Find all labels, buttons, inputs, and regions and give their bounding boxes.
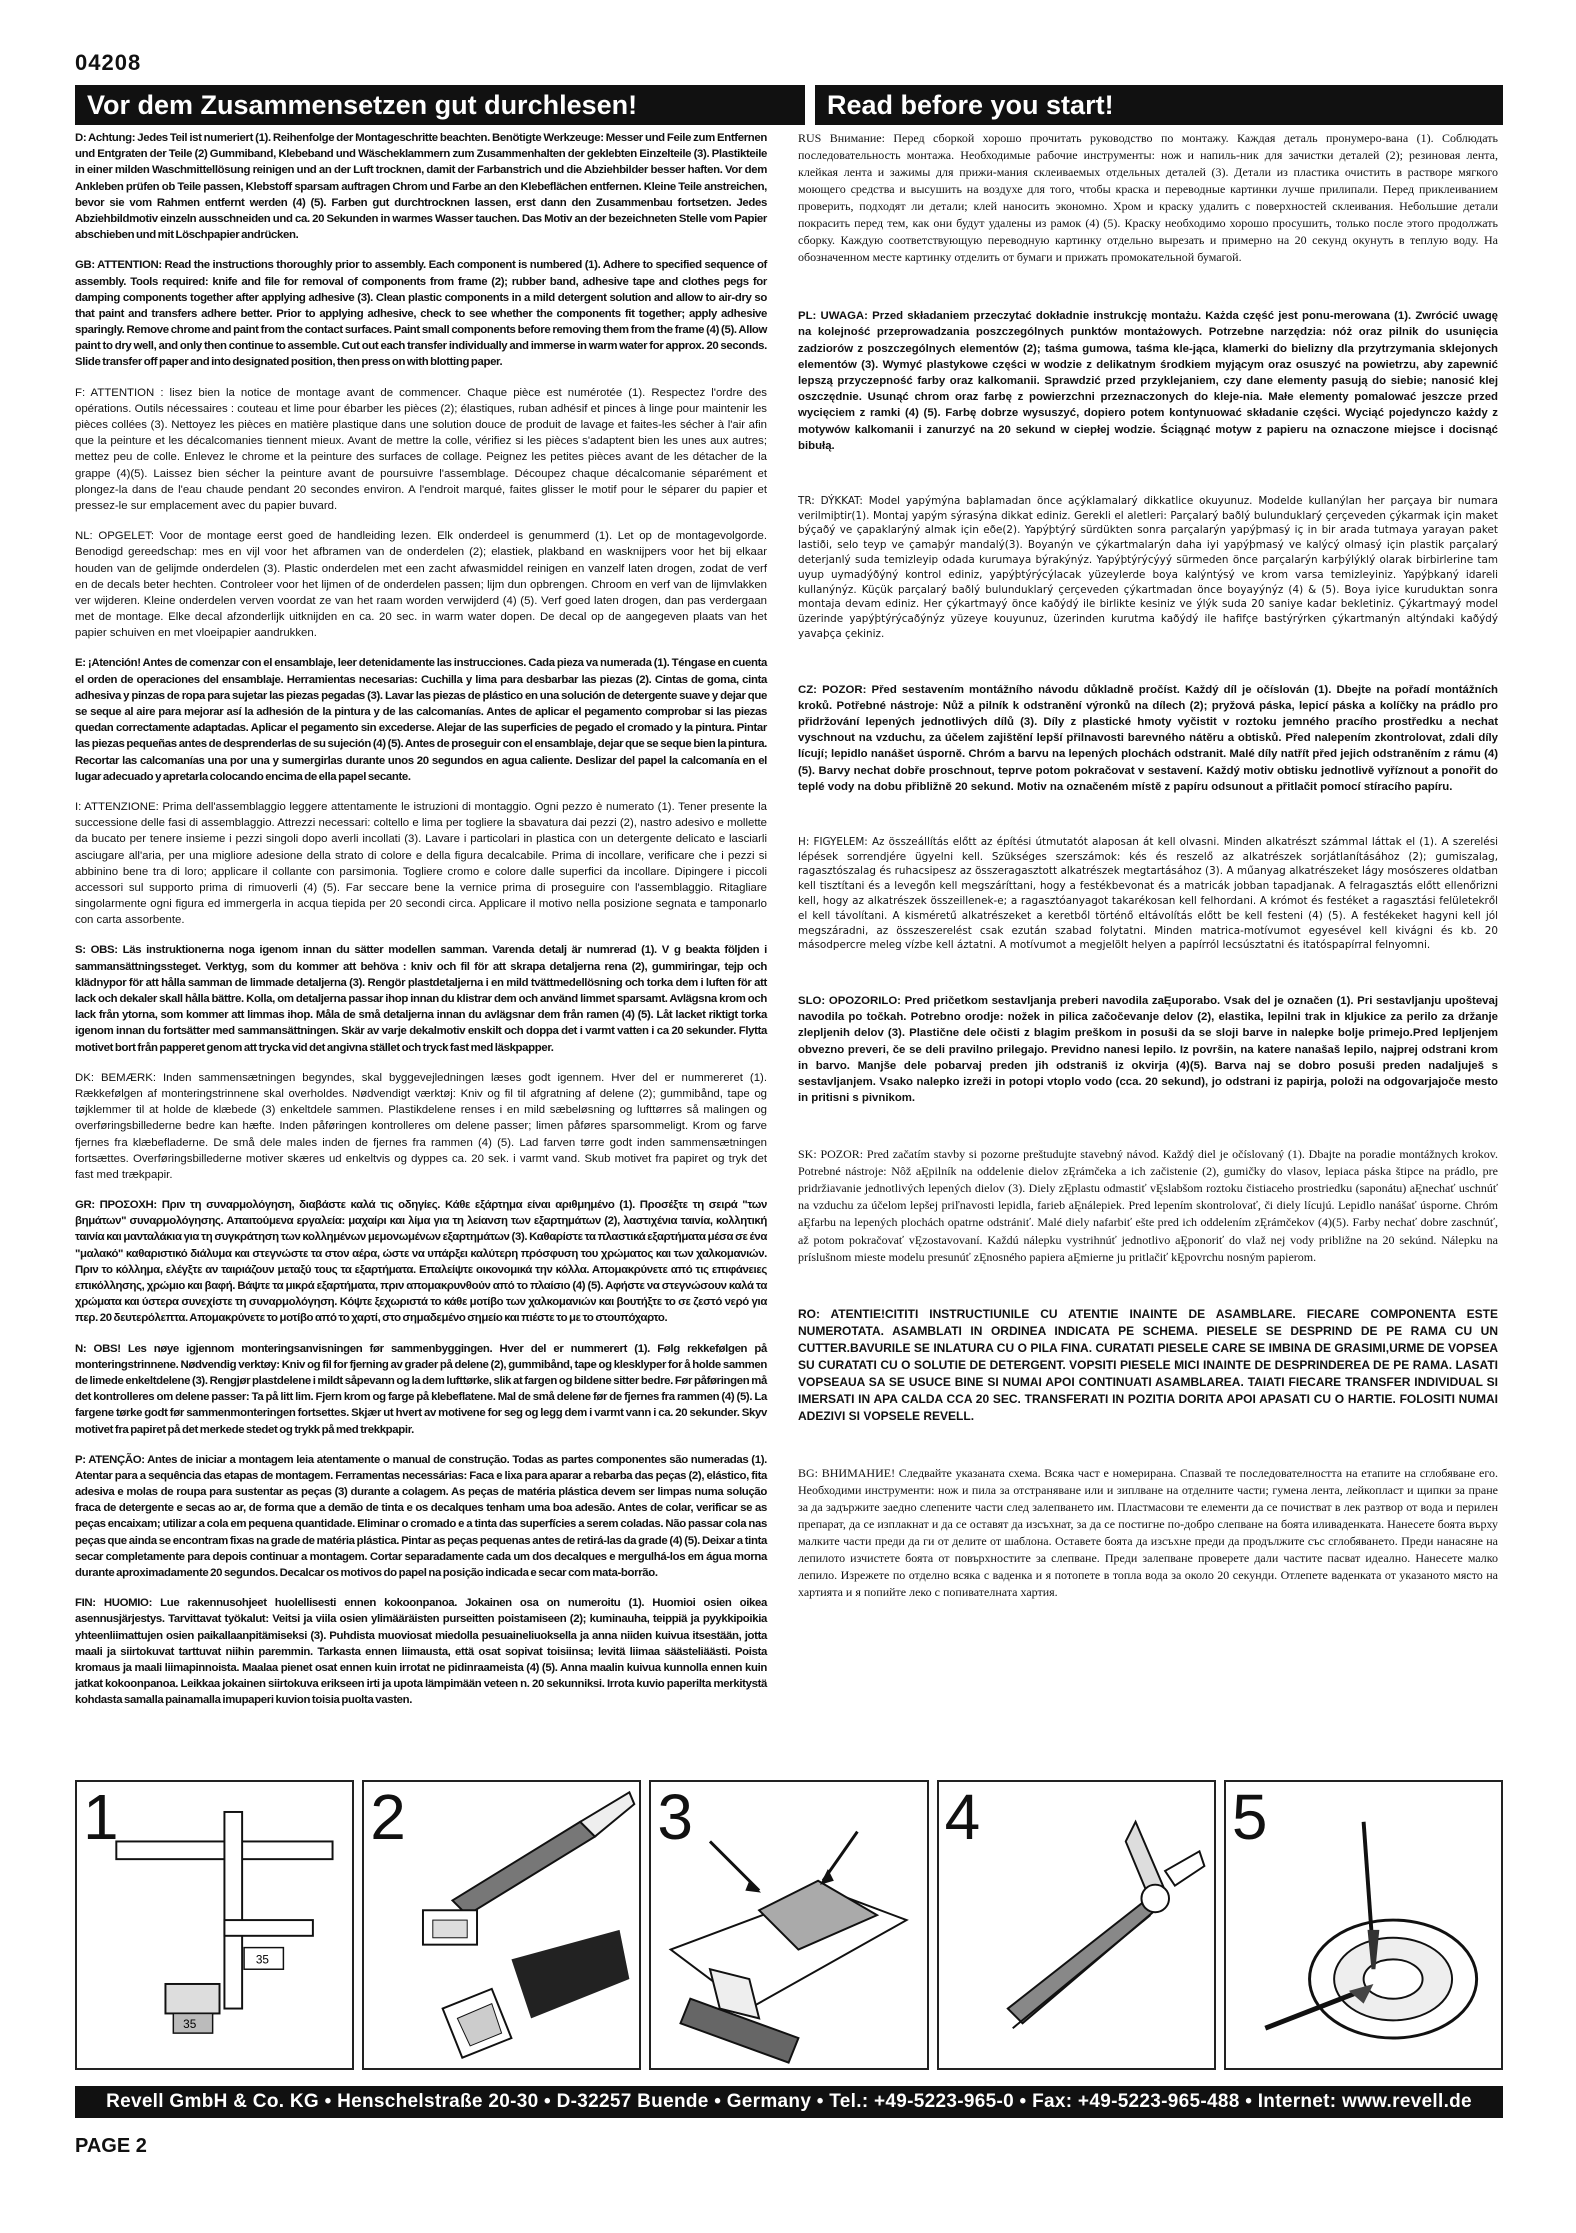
part-number-b: 35 (183, 2018, 197, 2032)
instructions-i: I: ATTENZIONE: Prima dell'assemblaggio leggere attentamente le istruzioni di montaggio. Ogni pezzo è numerato (1). Tener presente la successione delle fasi di assemblaggio. Attrezzi necessari: coltello e lima per togliere la sbavatura dai pezzi (2), nastro adesivo e mollette da bucato per tenere insieme i pezzi singoli dopo averli incollati (3). Lavare i particolari in plastica con un detergente delicato e lasciarli asciugare all'aria, per una migliore adesione della strato di colore e della figura decalcabile. Prima di incollare, verificare che i pezzi si abbinino bene tra di loro; applicare il collante con parsimonia. Togliere cromo e colore dalle superfici da incollare. Dipingere i piccoli accessori sul supporto prima di rimuoverli (4) (5). Far seccare bene la vernice prima di proseguire con l'assemblaggio. Ritagliare singolarmente ogni figura ed immergerla in acqua tiepida per 20 secondi circa. Applicare il motivo nella posizione segnata e tamponarlo con carta assorbente. (75, 800, 767, 927)
instructions-f: F: ATTENTION : lisez bien la notice de montage avant de commencer. Chaque pièce est numérotée (1). Respectez l'ordre des opérations. Outils nécessaires : couteau et lime pour ébarber les pièces (2); élastiques, ruban adhésif et pinces à linge pour maintenir les pièces collées (3). Nettoyez les pièces en matière plastique dans une solution douce de produit de lavage et faites-les sécher à l'air afin que la peinture et les décalcomanies tiennent mieux. Avant de mettre la colle, vérifiez si les pièces s'adaptent bien les unes aux autres; mettez peu de colle. Enlevez le chrome et la peinture des surfaces de collage. Peignez les petites pièces avant de les détacher de la grappe (4)(5). Laissez bien sécher la peinture avant de poursuivre l'assemblage. Découpez chaque décalcomanie séparément et plongez-la dans de l'eau chaude pendant 20 secondes environ. A l'endroit marqué, faites glisser le motif pour le séparer du papier et pressez-le sur emplacement avec du papier buvard. (75, 386, 767, 512)
instructions-fin: FIN: HUOMIO: Lue rakennusohjeet huolellisesti ennen kokoonpanoa. Jokainen osa on numeroitu (1). Huomioi osien oikea asennusjärjestys. Tarvittavat työkalut: Veitsi ja viila osien ylimääräisten purseitten poistamiseen (2); kuminauha, teippiä ja pyykkipoikia yhteenliimattujen osien paikallaanpitämiseksi (3). Puhdista muoviosat miedolla pesuaineliuoksella ja anna niiden kuivua itsestään, jotta maali ja siirtokuvat tarttuvat niihin paremmin. Tarkasta ennen liimausta, että osat sopivat toisiinsa; levitä liimaa säästeliäästi. Poista kromaus ja maali liimapinnoista. Maalaa pienet osat ennen kuin irrotat ne pidinraameista (4) (5). Anna maalin kuivua kunnolla ennen kuin jatkat kokoonpanoa. Leikkaa jokainen siirtokuva erikseen irti ja upota lämpimään veteen n. 20 sekunniksi. Irrota kuvio paperilta merkitystä kohdasta samalla painamalla imupaperi kuvion toisia puolta vasten. (75, 1597, 767, 1707)
step-illustrations (75, 1780, 1503, 2070)
instructions-bg: BG: ВНИМАНИЕ! Следвайте указаната схема. Всяка част е номерирана. Спазвай те последователността на етапите на сглобяване его. Необходими инструменти: нож и пила за отстраняване или и зиплване на отделните части; гумена лента, лейкопласт и щипки за пране за да задържите заедно слепените части след залепването им. Пластмасови те елементи да се почистват в лек разтвор от вода и перилен препарат, да се изплакнат и да се оставят да изсъхнат, за да се постигне по-добро слепване на боята иливаденката. Нанесете боята върху малките части преди да ги от делите от шаблона. Оставете боята да изсъхне преди да продължите със сглобяването. Преди нанасяне на лепилото изчистете боята от повърхностите за слепване. Преди залепване проверете дали частите пасват идеално. Нанесете малко лепило. Изрежете по отделно всяка с ваденка и я потопете в топла вода за около 20 секунди. Отлепете ваденката от указаното място на хартията и я попийте леко с попивателната хартия. (798, 1465, 1498, 1599)
instructions-nl: NL: OPGELET: Voor de montage eerst goed de handleiding lezen. Elk onderdeel is genummerd (1). Let op de montagevolgorde. Benodigd gereedschap: mes en vijl voor het afbramen van de onderdelen (2); elastiek, plakband en wasknijpers voor het bij elkaar houden van de gelijmde onderdelen (3). Plastic onderdelen met een zacht afwasmiddel reinigen en vanzelf laten drogen, zodat de verf en de decals beter hechten. Controleer voor het lijmen of de onderdelen passen; lijm dun opbrengen. Chroom en verf van de lijmvlakken ver wijderen. Kleine onderdelen verven voordat ze van het raam worden verwijderd (4) (5). Verf goed laten drogen, dan pas verdergaan met de montage. Elke decal afzonderlijk uitknijden en ca. 20 sec. in warm water dopen. De decal op de aangegeven plaats van het papier schuiven en met vloeipapier aandrukken. (75, 530, 767, 640)
step-1-panel (75, 1780, 354, 2070)
title-left: Vor dem Zusammensetzen gut durchlesen! (87, 90, 638, 120)
footer-bar (75, 2086, 1503, 2118)
instructions-dk: DK: BEMÆRK: Inden sammensætningen begyndes, skal byggevejledningen læses godt igennem. Hver del er nummereret (1). Rækkefølgen af monteringstrinnene skal overholdes. Nødvendigt værktøj: Kniv og fil til afgratning af delene (2); gummibånd, tape og tøjklemmer til at holde de klæbede (3) enkeltdele sammen. Plastikdelene renses i en mild sæbeløsning og lufttørres så malingen og overføringsbillederne bedre kan hæfte. Inden påføringen kontrolleres om delene passer; limen påføres sparsommeligt. Krom og farve fjernes fra klæbefladerne. De små dele males inden de fjernes fra rammen (4) (5). Lad farven tørre godt inden sammensætningen fortsættes. Overføringsbillederne motiver skæres ud enkeltvis og dyppes ca. 20 sek. i varmt vand. Skub motivet fra papiret og tryk det fast med trækpapir. (75, 1071, 767, 1181)
step-number: 1 (83, 1781, 119, 1853)
step-number: 2 (370, 1781, 406, 1853)
step-4-panel (937, 1780, 1216, 2070)
instructions-ro: RO: ATENTIE!CITITI INSTRUCTIUNILE CU ATENTIE INAINTE DE ASAMBLARE. FIECARE COMPONENTA ESTE NUMEROTATA. ASAMBLATI IN ORDINEA INDICATA PE SCHEMA. PIESELE SE DESPRIND DE PE RAMA CU UN CUTTER.BAVURILE SE INLATURA CU O PILA FINA. CURATATI PIESELE CARE SE IMBINA DE GRASIMI,URME DE VOPSEA SU CURATATI CU O SOLUTIE DE DETERGENT. VOPSITI PIESELE MICI INAINTE DE DESPRINDEREA DE PE RAMA. LASATI VOPSEAUA SA SE USUCE BINE SI NUMAI APOI CONTINUATI ASAMBLAREA. TAIATI FIECARE TRANSFER INDIVIDUAL SI IMERSATI IN APA CALDA CCA 20 SEC. TRANSFERATI IN POZITIA DORITA APOI APASATI CU O HARTIE. FOLOSITI NUMAI ADEZIVI SI VOPSELE REVELL. (798, 1306, 1498, 1423)
instructions-slo: SLO: OPOZORILO: Pred pričetkom sestavljanja preberi navodila zaĘuporabo. Vsak del je označen (1). Pri sestavljanju upoštevaj navodila po točkah. Potrebno orodje: nožek in pilica začočevanje delov (2), elastika, lepilni trak in kljukice za perilo za držanje zlepljenih delov (3). Plastične dele očisti z blagim preškom in posuši da se sloji barve in nalepke bolje primejo.Pred lepljenjem obvezno preveri, če se deli pravilno prilegajo. Previdno nanesi lepilo. Iz površin, na katere nanašaš lepilo, najprej odstrani krom in barvo. Manjše dele pobarvaj preden jih odstraniš iz okvirja (4)(5). Barva naj se dobro posuši preden nadaljuješ s sestavljanjem. Vsako nalepko izreži in potopi vtoplo vodo (cca. 20 sekund), jo odstrani iz papirja, položi na odgovarjajoče mesto in pritisni s pivnikom. (798, 995, 1498, 1105)
step-number: 4 (944, 1781, 981, 1853)
instructions-s: S: OBS: Läs instruktionerna noga igenom innan du sätter modellen samman. Varenda detalj är numrerad (1). V g beakta följden i sammansättningssteget. Verktyg, som du kommer att behöva : kniv och fil för att skrapa detaljerna rena (2), gummiringar, tejp och klädnypor för att hålla samman de limmade detaljerna (3). Rengör plastdetaljerna i en mild tvättmedellösning och torka dem i luften för att lack och dekaler skall hålla bättre. Kolla, om detaljerna passar ihop innan du klistrar dem och använd limmet sparsamt. Avlägsna krom och lack från ytorna, som kommer att limmas ihop. Måla de små detaljerna innan du avlägsnar dem från ramen (4) (5). Låt lacket riktigt torka igenom innan du fortsätter med sammansättningen. Skär av varje dekalmotiv enskilt och doppa det i varmt vatten i ca 20 sekunder. Flytta motivet bort från papperet genom att trycka vid det angivna stället och tryck fast med läskpapper. (75, 944, 767, 1054)
instructions-tr: TR: DÝKKAT: Model yapýmýna baþlamadan önce açýklamalarý dikkatlice okuyunuz. Modelde kullanýlan her parçaya bir numara verilmiþtir(1). Montaj yapým sýrasýna dikkat ediniz. Gerekli el aletleri: Parçalarý baðlý bulunduklarý çerçeveden çýkarmak için maket býçaðý ve çapaklarýný almak için eðe(2). Yapýþtýrý sürdükten sonra parçalarýn yapýþmasý iç in bir arada tutmaya yarayan paket lastiði, selo teyp ve çamaþýr mandalý(3). Boyanýn ve çýkartmalarýn daha iyi yapýþmasý ve kalýcý olmasý için plastik parçalarý deterjanlý suda temizleyip odada kurumaya býrakýnýz. Yapýþtýrýcýyý sürmeden önce parçalarýn karþýlýklý olarak birbirlerine tam uyup uymadýðýný kontrol ediniz, yapýþtýrýcýlacak yüzeylerde boya kalýntýsý ve krom varsa temizleyiniz. Yapýþkaný idareli kullanýnýz. Küçük parçalarý baðlý bulunduklarý çerçeveden çýkartmadan önce boyayýnýz (4) & (5). Boya iyice kuruduktan sonra montaja devam ediniz. Her çýkartmayý önce kaðýdý ile birlikte kesiniz ve ýlýk suda 20 saniye kadar bekletiniz. Çýkartmayý model üzerinde yapýþtýrýcaðýnýz yüzeye kouyunuz, üzerinden kurutma kaðýdý ile hafifçe bastýrýrken çýkartmanýn altýndaki kaðýdý yavaþça çekiniz. (798, 494, 1498, 640)
step-number: 5 (1231, 1781, 1268, 1853)
instructions-n: N: OBS! Les nøye igjennom monteringsanvisningen før sammenbyggingen. Hver del er nummerert (1). Følg rekkefølgen på monteringstrinnene. Nødvendig verktøy: Kniv og fil for fjerning av grader på delene (2), gummibånd, tape og klesklyper for å holde sammen de limede enkeltdelene (3). Rengjør plastdelene i mildt såpevann og la dem lufttørke, slik at fargen og bildene sitter bedre. Før påføringen må det kontrolleres om delene passer: Ta på litt lim. Fjern krom og farge på klebeflatene. Mal de små delene før de fjernes fra rammen (4) (5). La fargene tørke godt før sammenmonteringen fortsettes. Skjær ut hvert av motivene for seg og legg dem i varmt vann i ca. 20 sekunder. Skyv motivet fra papiret på det merkede stedet og trykk på med trekkpapir. (75, 1342, 767, 1436)
instructions-pl: PL: UWAGA: Przed składaniem przeczytać dokładnie instrukcję montażu. Każda część jest ponu-merowana (1). Zwrócić uwagę na kolejność przeprowadzania poszczególnych punktów montażowych. Potrzebne narzędzia: nóż oraz pilnik do usunięcia zadziorów z poszczególnych elementów (2); taśma gumowa, taśma kle-jąca, klamerki do bielizny dla przytrzymania sklejonych elementów (3). Wymyć plastykowe części w wodzie z delikatnym środkiem myjącym oraz osuszyć na powietrzu, aby zapewnić lepszą przyczepność farby oraz kalkomanii. Sprawdzić przed przyklejaniem, czy dane elementy pasują do siebie; nanosić klej oszczędnie. Usunąć chrom oraz farbę z powierzchni przeznaczonych do kleje-nia. Małe elementy pomalować jeszcze przed wycięciem z ramki (4) (5). Farbę dobrze wysuszyć, dopiero potem kontynuować składanie części. Wyciąć pojedynczo każdy z motywów kalkomanii i zanurzyć na 20 sekund w ciepłej wodzie. Ściągnąć motyw z papieru na oznaczone miejsce i docisnąć bibułą. (798, 310, 1498, 452)
instructions-gr: GR: ΠΡΟΣΟΧΗ: Πριν τη συναρμολόγηση, διαβάστε καλά τις οδηγίες. Κάθε εξάρτημα είναι αριθμημένο (1). Προσέξτε τη σειρά "των βημάτων" συναρμολόγησης. Απαιτούμενα εργαλεία: μαχαίρι και λίμα για τη λείανση των εξαρτημάτων (2), λαστιχένια ταινία, κολλητική ταινία και μανταλάκια για τη συγκράτηση των κολλημένων μεμονωμένων εξαρτημάτων (3). Καθαρίστε τα πλαστικά εξαρτήματα μέσα σε ένα "μαλακό" καθαριστικό διάλυμα και στεγνώστε τα στον αέρα, ώστε να υπάρξει καλύτερη πρόσφυση του χρώματος και των χαλκομανιών. Πριν το κόλλημα, ελέγξτε αν ταιριάζουν μεταξύ τους τα εξαρτήματα. Επαλείψτε οικονομικά την κόλλα. Απομακρύνετε από τις επιφάνειες επικόλλησης, χρώμιο και βαφή. Βάψτε τα μικρά εξαρτήματα, πριν απομακρυνθούν από το πλαίσιο (4) (5). Αφήστε να στεγνώσουν καλά τα χρώματα και ύστερα συνεχίστε τη συναρμολόγηση. Κόψτε ξεχωριστά το κάθε μοτίβο των χαλκομανιών και βουτήξτε το σε ζεστό νερό για περ. 20 δευτερόλεπτα. Απομακρύνετε το μοτίβο από το χαρτί, στο σημαδεμένο σημείο και πιέστε το με το στουπόχαρτο. (75, 1199, 767, 1325)
instructions-e: E: ¡Atención! Antes de comenzar con el ensamblaje, leer detenidamente las instrucciones. Cada pieza va numerada (1). Téngase en cuenta el orden de operaciones del ensamblaje. Herramientas necesarias: Cuchilla y lima para desbarbar las piezas (2). Cintas de goma, cinta adhesiva y pinzas de ropa para sujetar las piezas pegadas (3). Lavar las piezas de plástico en una solución de detergente suave y dejar que se seque al aire para mejorar así la adhesión de la pintura y de las calcomanías. Antes de aplicar el pegamento comprobar si las piezas quedan correctamente adaptadas. Aplicar el pegamento sin excederse. Alejar de las superficies de pegado el cromado y la pintura. Pintar las piezas pequeñas antes de desprenderlas de su sujeción (4) (5). Antes de proseguir con el ensamblaje, dejar que se seque bien la pintura. Recortar las calcomanías una por una y sumergirlas durante unos 20 segundos en agua caliente. Deslizar del papel la calcomanía en el lugar adecuado y apretarla colocando encima de ella papel secante. (75, 657, 767, 783)
instructions-h: H: FIGYELEM: Az összeállítás előtt az építési útmutatót alaposan át kell olvasni. Minden alkatrészt számmal láttak el (1). A szerelési lépések sorrendjére ügyelni kell. Szükséges szerszámok: kés és reszelő az alkatrészek sorjátlanításához (2); gumiszalag, ragasztószalag és ruhacsipesz az összeragasztott alkatrészek megtartásához (3). A műanyag alkatrészeket lágy mosószeres oldatban kell tisztítani és a levegőn kell megszáríttani, hogy a festékbevonat és a matricák jobban tapadjanak. A felragasztás előtt ellenőrizni kell, hogy az alkatrészek összeillenek-e; a ragasztóanyagot takarékosan kell felhordani. A krómot és festéket a ragasztási felületekről el kell távolítani. A kisméretű alkatrészeket a keretből történő eltávolítás előtt be kell festeni (4) (5). A festékeket hagyni kell jól megszáradni, az összeszerelést csak ezután szabad folytatni. Minden matrica-motívumot egyesével kell kivágni és kb. 20 másodpercre meleg vízbe kell áztatni. A motívumot a megjelölt helyen a papírról lecsúsztatni és itatóspapírral felnyomni. (798, 835, 1498, 952)
left-column (75, 130, 767, 1723)
footer-address: Revell GmbH & Co. KG • Henschelstraße 20-30 • D-32257 Buende • Germany • Tel.: +49-5223-965-0 • Fax: +49-5223-965-488 • Internet: www.revell.de (106, 2091, 1472, 2112)
instructions-gb: GB: ATTENTION: Read the instructions thoroughly prior to assembly. Each component is numbered (1). Adhere to specified sequence of assembly. Tools required: knife and file for removal of components from frame (2); rubber band, adhesive tape and clothes pegs for damping components together after applying adhesive (3). Clean plastic components in a mild detergent solution and allow to air-dry so that paint and transfers adhere better. Prior to applying adhesive, check to see whether the components fit together; apply adhesive sparingly. Remove chrome and paint from the contact surfaces. Paint small components before removing them from the frame (4) (5). Allow paint to dry well, and only then continue to assemble. Cut out each transfer individually and immerse in warm water for approx. 20 seconds. Slide transfer off paper and into designated position, then press on with blotting paper. (75, 259, 767, 369)
title-right: Read before you start! (827, 90, 1114, 120)
document-code: 04208 (75, 50, 142, 75)
right-column (798, 130, 1498, 1611)
step-5-panel (1224, 1780, 1503, 2070)
instructions-sk: SK: POZOR: Pred začatím stavby si pozorne preštudujte stavebný návod. Každý diel je očíslovaný (1). Dbajte na poradie montážnych krokov. Potrebné nástroje: Nôž aĘpilník na oddelenie dielov zĘrámčeka a ich začistenie (2), gumičky do vlasov, lepiaca páska štipce na prádlo, pre pridržiavanie jednotlivých lepených dielov (3). Diely zĘplastu odmastiť vĘslabšom roztoku čistiaceho prostriedku (saponátu) aĘnechať uschnúť na vzduchu za účelom lepšej priľnavosti lepidla, farieb aĘnálepiek. Pred lepením skontrolovať, či diely lícujú. Lepidlo nanášať úsporne. Chróm aĘfarbu na lepených plochách opatrne odstrániť. Malé diely nafarbiť ešte pred ich oddelením zĘrámčekov (4)(5). Farby nechať dobre zaschnúť, až potom pokračovať vĘzostavovaní. Každú nálepku vystrihnúť jednotlivo aĘponoriť do vlaž nej vody približne na 20 sekúnd. Nálepku na príslušnom mieste modelu presunúť zĘnosného papiera aĘmierne ju pritlačiť kĘpovrchu nosným papierom. (798, 1147, 1498, 1264)
instructions-de: D: Achtung: Jedes Teil ist numeriert (1). Reihenfolge der Montageschritte beachten. Benötigte Werkzeuge: Messer und Feile zum Entfernen und Entgraten der Teile (2) Gummiband, Klebeband und Wäscheklammern zum Zusammenhalten der geklebten Einzelteile (3). Plastikteile in einer milden Waschmittellösung reinigen und an der Luft trocknen, damit der Farbanstrich und die Abziehbilder besser haften. Vor dem Ankleben prüfen ob Teile passen, Klebstoff sparsam auftragen Chrom und Farbe an den Klebeflächen entfernen. Kleine Teile anstreichen, bevor sie vom Rahmen entfernt werden (4) (5). Farben gut durchtrocknen lassen, erst dann den Zusammenbau fortsetzen. Jedes Abziehbildmotiv einzeln ausschneiden und ca. 20 Sekunden in warmes Wasser tauchen. Das Motiv an der bezeichneten Stelle vom Papier abschieben und mit Löschpapier andrücken. (75, 132, 767, 242)
title-separator (805, 85, 815, 125)
title-bar (75, 85, 1503, 125)
instructions-p: P: ATENÇÃO: Antes de iniciar a montagem leia atentamente o manual de construção. Todas as partes componentes são numeradas (1). Atentar para a sequência das etapas de montagem. Ferramentas necessárias: Faca e lixa para aparar a rebarba das peças (2), elástico, fita adesiva e molas de roupa para sustentar as peças (3) durante a colagem. As peças de matéria plástica devem ser limpas numa solução fraca de detergente e secas ao ar, de forma que a demão de tinta e os decalques tenham uma boa adesão. Antes de colar, verificar se as peças encaixam; utilizar a cola em pequena quantidade. Eliminar o cromado e a tinta das superfícies a serem coladas. Não passar cola nas peças que ainda se encontram fixas na grade de matéria plástica. Pintar as peças pequenas antes de retirá-las da grade (4) (5). Deixar a tinta secar completamente para depois continuar a montagem. Cortar separadamente cada um dos decalques e mergulhá-los em água morna durante aproximadamente 20 segundos. Decalcar os motivos do papel na posição indicada e secar com mata-borrão. (75, 1453, 767, 1579)
step-2-panel (362, 1780, 641, 2070)
instructions-cz: CZ: POZOR: Před sestavením montážního návodu důkladně pročíst. Každý díl je očíslován (1). Dbejte na pořadí montážních kroků. Potřebné nástroje: Nůž a pilník k odstranění výronků na dílech (2); pryžová páska, lepicí páska a kolíčky na prádlo pro přidržování lepených jednotlivých dílů (3). Díly z plastické hmoty vyčistit v roztoku jemného pracího prostředku a nechat vyschnout na vzduchu, za účelem zajištění lepší přilnavosti barevného nátěru a obtisků. Před nalepením zkontrolovat, zdali díly lícují; lepidlo nanášet úsporně. Chróm a barvu na lepených plochách odstranit. Malé díly natřít před jejich odstraněním z rámu (4) (5). Barvy nechat dobře proschnout, teprve potom pokračovat v sestavení. Každý motiv obtisku jednotlivě vyříznout a ponořit do teplé vody na dobu přibližně 20 sekund. Motiv na označeném místě z papíru odsunout a přitlačit pomocí stíracího papíru. (798, 683, 1498, 793)
step-number: 3 (657, 1781, 693, 1853)
step-3-panel (649, 1780, 928, 2070)
instructions-rus: RUS Внимание: Перед сборкой хорошо прочитать руководство по монтажу. Каждая деталь пронумеро-вана (1). Соблюдать последовательность монтажа. Необходимые рабочие инструменты: нож и напиль-ник для зачистки деталей (2); резиновая лента, клейкая лента и зажимы для прижи-мания склеиваемых отдельных деталей (3). Детали из пластика очистить в растворе мягкого моющего средства и высушить на воздухе для того, чтобы краска и переводные картинки лучше прилипали. Перед приклеиванием проверить, подходят ли детали; клей наносить экономно. Хром и краску удалить с поверхностей склеивания. Небольшие детали покрасить перед тем, как они будут удалены из рамок (4) (5). Краску необходимо хорошо просушить, только после этого продолжать сборку. Каждую соответствующую переводную картинку отдельно вырезать и примерно на 20 секунд окунуть в теплую воду. На обозначенном месте картинку отделить от бумаги и прижать промокательной бумагой. (798, 131, 1498, 265)
part-number-a: 35 (255, 1953, 269, 1967)
page-number: PAGE 2 (75, 2135, 147, 2157)
